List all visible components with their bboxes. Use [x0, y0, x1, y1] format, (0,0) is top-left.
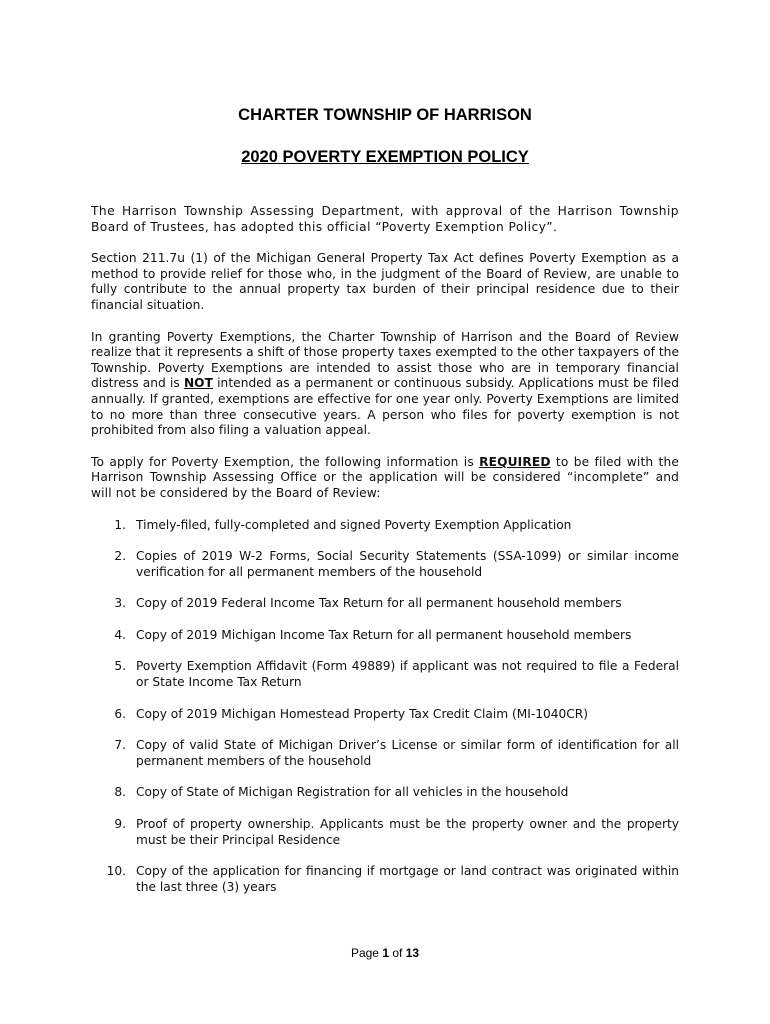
of-word: of: [392, 946, 403, 960]
document-title: CHARTER TOWNSHIP OF HARRISON: [238, 106, 532, 124]
requirement-text: Timely-filed, fully-completed and signed Poverty Exemption Application: [136, 517, 572, 532]
not-emphasis: NOT: [183, 376, 213, 391]
requirement-item: [91, 549, 679, 580]
granting-text-after: intended as a permanent or continuous subsidy. Applications must be filed annually. If granted, exemptions are effective for one year only. Poverty Exemptions are limited to no more than three consecutive years. A person who files for poverty exemption is not prohibited from also filing a valuation appeal.: [91, 376, 679, 438]
requirement-text: Poverty Exemption Affidavit (Form 49889) if applicant was not required to file a Federal or State Income Tax Return: [136, 659, 679, 690]
intro-paragraph: The Harrison Township Assessing Department, with approval of the Harrison Township Board of Trustees, has adopted this official “Poverty Exemption Policy”.: [91, 204, 679, 234]
page-word: Page: [350, 946, 379, 960]
requirement-text: Copy of 2019 Michigan Homestead Property Tax Credit Claim (MI-1040CR): [136, 706, 588, 721]
requirement-item: [91, 518, 679, 534]
statute-paragraph: Section 211.7u (1) of the Michigan General Property Tax Act defines Poverty Exemption as a method to provide relief for those who, in the judgment of the Board of Review, are unable to fully contribute to the annual property tax burden of their principal residence due to their financial situation.: [91, 251, 679, 312]
requirement-number: 10.: [106, 864, 126, 879]
requirement-number: 7.: [114, 738, 126, 753]
required-emphasis: REQUIRED: [479, 454, 551, 469]
requirement-number: 2.: [114, 549, 126, 564]
requirement-item: [91, 596, 679, 612]
requirement-text: Copies of 2019 W-2 Forms, Social Security Statements (SSA-1099) or similar income verification for all permanent members of the household: [136, 549, 679, 579]
requirement-text: Copy of State of Michigan Registration for all vehicles in the household: [136, 785, 569, 800]
requirement-text: Proof of property ownership. Applicants must be the property owner and the property must be their Principal Residence: [136, 817, 679, 847]
apply-text-after: to be filed with the Harrison Township Assessing Office or the application will be considered “incomplete” and will not be considered by the Board of Review:: [91, 454, 679, 500]
requirement-number: 4.: [114, 627, 126, 642]
requirements-list: [91, 518, 679, 896]
requirement-number: 6.: [114, 706, 126, 721]
page-current: 1: [382, 946, 389, 960]
requirement-text: Copy of 2019 Michigan Income Tax Return for all permanent household members: [136, 627, 632, 642]
requirement-item: [91, 659, 679, 690]
requirement-number: 1.: [114, 517, 126, 532]
requirement-item: [91, 817, 679, 848]
requirement-item: [91, 738, 679, 769]
requirement-number: 8.: [114, 785, 126, 800]
requirement-number: 9.: [114, 817, 126, 832]
requirement-number: 5.: [114, 659, 126, 674]
requirement-text: Copy of the application for financing if mortgage or land contract was originated within the last three (3) years: [136, 864, 679, 894]
page-footer: [0, 946, 770, 960]
apply-text-before: To apply for Poverty Exemption, the following information is: [91, 454, 480, 469]
document-body: [91, 204, 679, 911]
requirement-item: [91, 785, 679, 801]
apply-paragraph: [91, 455, 679, 502]
requirement-item: [91, 628, 679, 644]
requirement-item: [91, 864, 679, 895]
requirement-item: [91, 707, 679, 723]
granting-paragraph: [91, 330, 679, 439]
requirement-number: 3.: [114, 596, 126, 611]
requirement-text: Copy of valid State of Michigan Driver’s License or similar form of identification for all permanent members of the household: [136, 738, 679, 768]
page-total: 13: [405, 946, 420, 960]
requirement-text: Copy of 2019 Federal Income Tax Return for all permanent household members: [136, 596, 622, 611]
policy-title: 2020 POVERTY EXEMPTION POLICY: [241, 148, 529, 166]
granting-text-before: In granting Poverty Exemptions, the Charter Township of Harrison and the Board of Review realize that it represents a shift of those property taxes exempted to the other taxpayers of the Township. Poverty Exemptions are intended to assist those who are in temporary financial distress and is: [91, 329, 679, 391]
